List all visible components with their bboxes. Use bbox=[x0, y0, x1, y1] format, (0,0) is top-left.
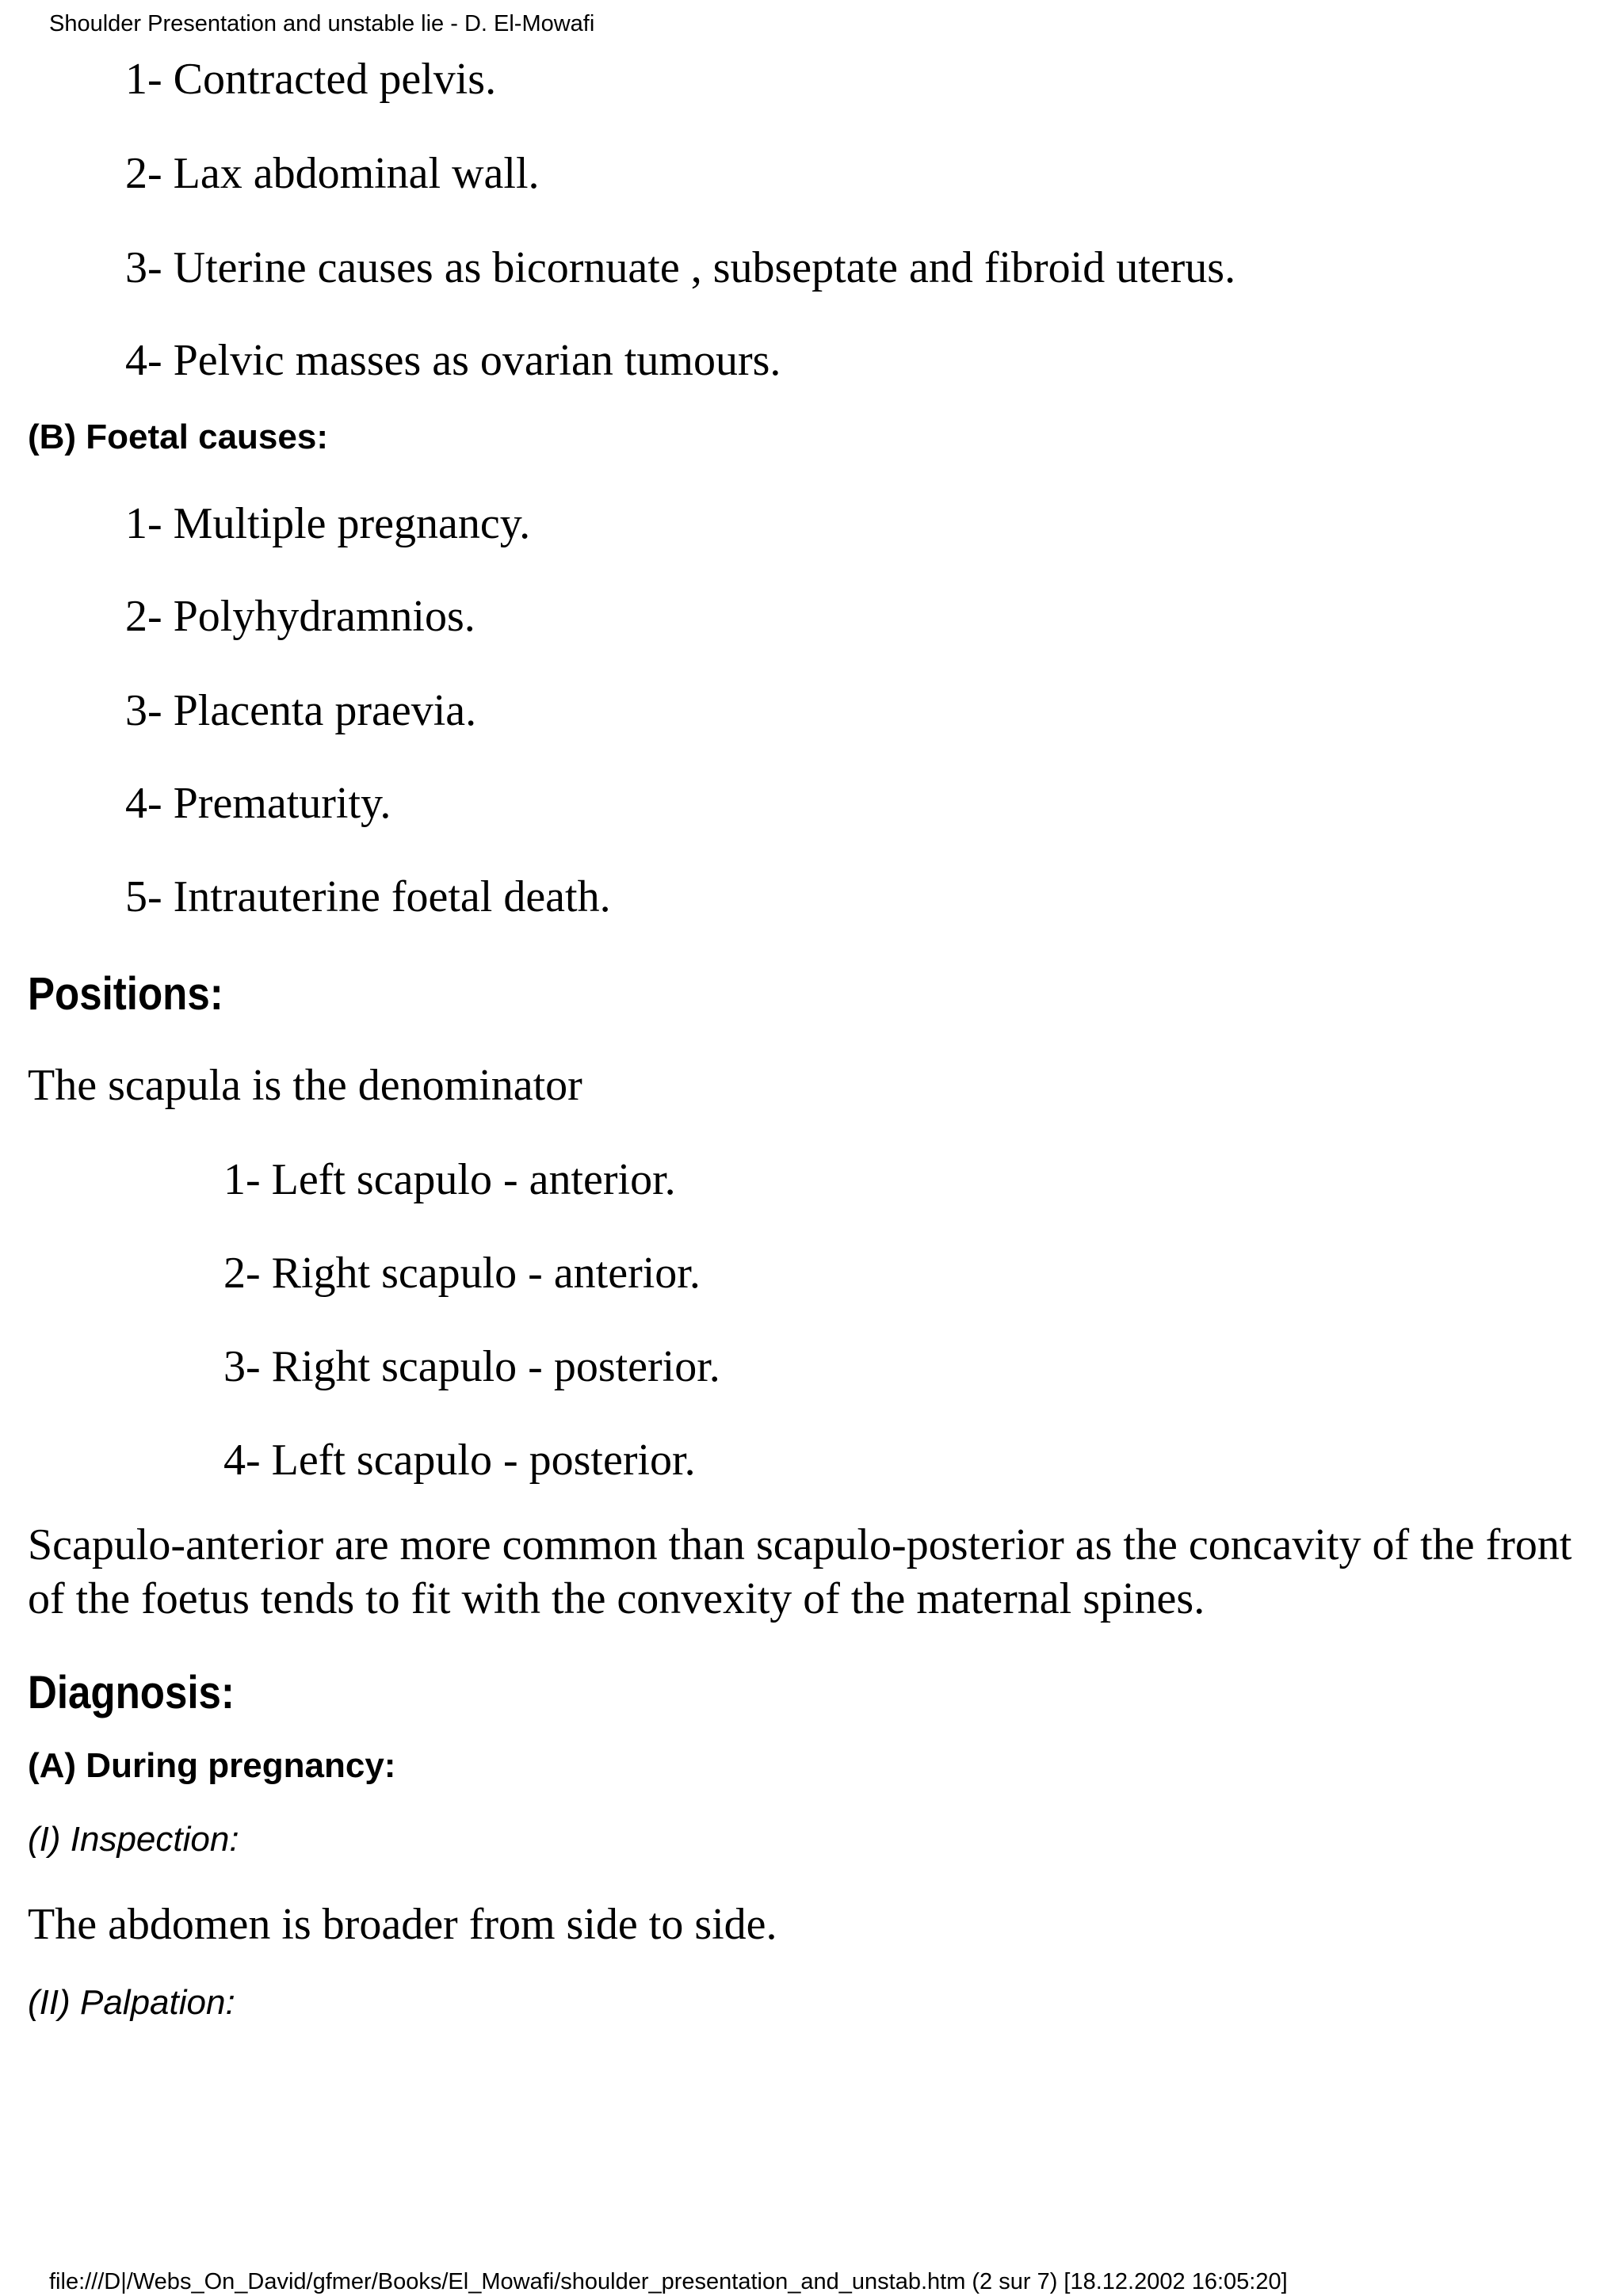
list-item: 2- Right scapulo - anterior. bbox=[223, 1249, 701, 1298]
list-item: 4- Pelvic masses as ovarian tumours. bbox=[125, 336, 781, 385]
list-item: 3- Right scapulo - posterior. bbox=[223, 1342, 720, 1391]
list-item: 3- Placenta praevia. bbox=[125, 686, 477, 735]
list-item: 1- Contracted pelvis. bbox=[125, 55, 497, 104]
inspection-text: The abdomen is broader from side to side. bbox=[28, 1900, 777, 1949]
positions-heading: Positions: bbox=[28, 968, 223, 1020]
list-item: 4- Left scapulo - posterior. bbox=[223, 1436, 696, 1485]
foetal-causes-heading: (B) Foetal causes: bbox=[28, 418, 328, 456]
positions-intro: The scapula is the denominator bbox=[28, 1061, 582, 1110]
page-footer-url: file:///D|/Webs_On_David/gfmer/Books/El_Mowafi/shoulder_presentation_and_unstab.htm (2 sur 7) [18.12.2002 16:05:20] bbox=[49, 2269, 1288, 2294]
inspection-label: (I) Inspection: bbox=[28, 1820, 239, 1859]
list-item: 1- Multiple pregnancy. bbox=[125, 499, 531, 548]
positions-paragraph: Scapulo-anterior are more common than scapulo-posterior as the concavity of the front of the foetus tends to fit with the convexity of the maternal spines. bbox=[28, 1520, 1572, 1623]
list-item: 2- Lax abdominal wall. bbox=[125, 149, 540, 198]
list-item: 3- Uterine causes as bicornuate , subseptate and fibroid uterus. bbox=[125, 243, 1236, 292]
page-header-title: Shoulder Presentation and unstable lie - D. El-Mowafi bbox=[49, 11, 595, 36]
list-item: 5- Intrauterine foetal death. bbox=[125, 872, 611, 921]
list-item: 2- Polyhydramnios. bbox=[125, 592, 475, 641]
diagnosis-heading: Diagnosis: bbox=[28, 1667, 235, 1718]
palpation-label: (II) Palpation: bbox=[28, 1983, 235, 2022]
list-item: 1- Left scapulo - anterior. bbox=[223, 1155, 676, 1204]
list-item: 4- Prematurity. bbox=[125, 779, 391, 828]
during-pregnancy-heading: (A) During pregnancy: bbox=[28, 1746, 396, 1785]
